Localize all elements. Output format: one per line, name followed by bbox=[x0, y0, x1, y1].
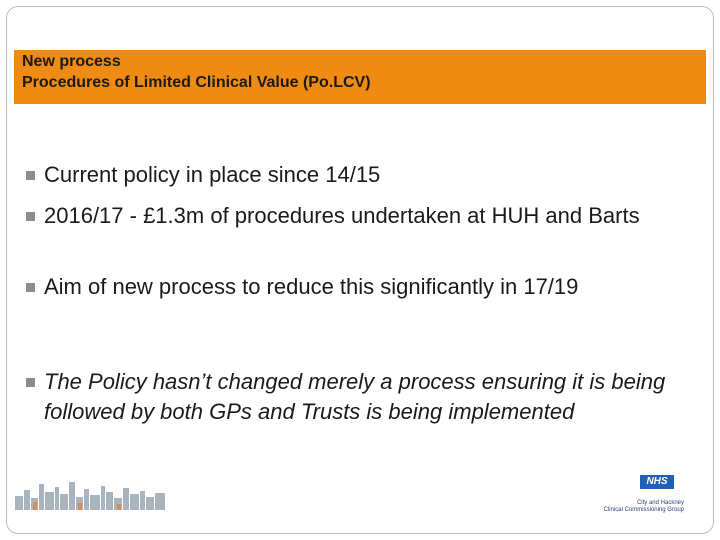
city-skyline-icon bbox=[13, 478, 167, 510]
square-bullet-icon bbox=[26, 171, 35, 180]
bullet-item bbox=[26, 367, 686, 427]
slide-subtitle: Procedures of Limited Clinical Value (Po.LCV) bbox=[22, 74, 371, 91]
bullet-item bbox=[26, 160, 686, 190]
bullet-text: Aim of new process to reduce this significantly in 17/19 bbox=[44, 274, 579, 299]
bullet-text: 2016/17 - £1.3m of procedures undertaken at HUH and Barts bbox=[44, 203, 640, 228]
bullet-text: The Policy hasn’t changed merely a process ensuring it is being followed by both GPs and Trusts is being implemented bbox=[44, 369, 666, 424]
bullet-item bbox=[26, 272, 686, 302]
bullet-item bbox=[26, 201, 686, 231]
slide-title: New process bbox=[22, 53, 121, 70]
square-bullet-icon bbox=[26, 283, 35, 292]
title-bar bbox=[14, 50, 706, 104]
ccg-name-line1: City and Hackney bbox=[636, 500, 684, 506]
square-bullet-icon bbox=[26, 378, 35, 387]
ccg-name-line2: Clinical Commissioning Group bbox=[603, 507, 684, 513]
square-bullet-icon bbox=[26, 212, 35, 221]
bullet-text: Current policy in place since 14/15 bbox=[44, 162, 381, 187]
nhs-logo: NHS bbox=[640, 475, 674, 489]
